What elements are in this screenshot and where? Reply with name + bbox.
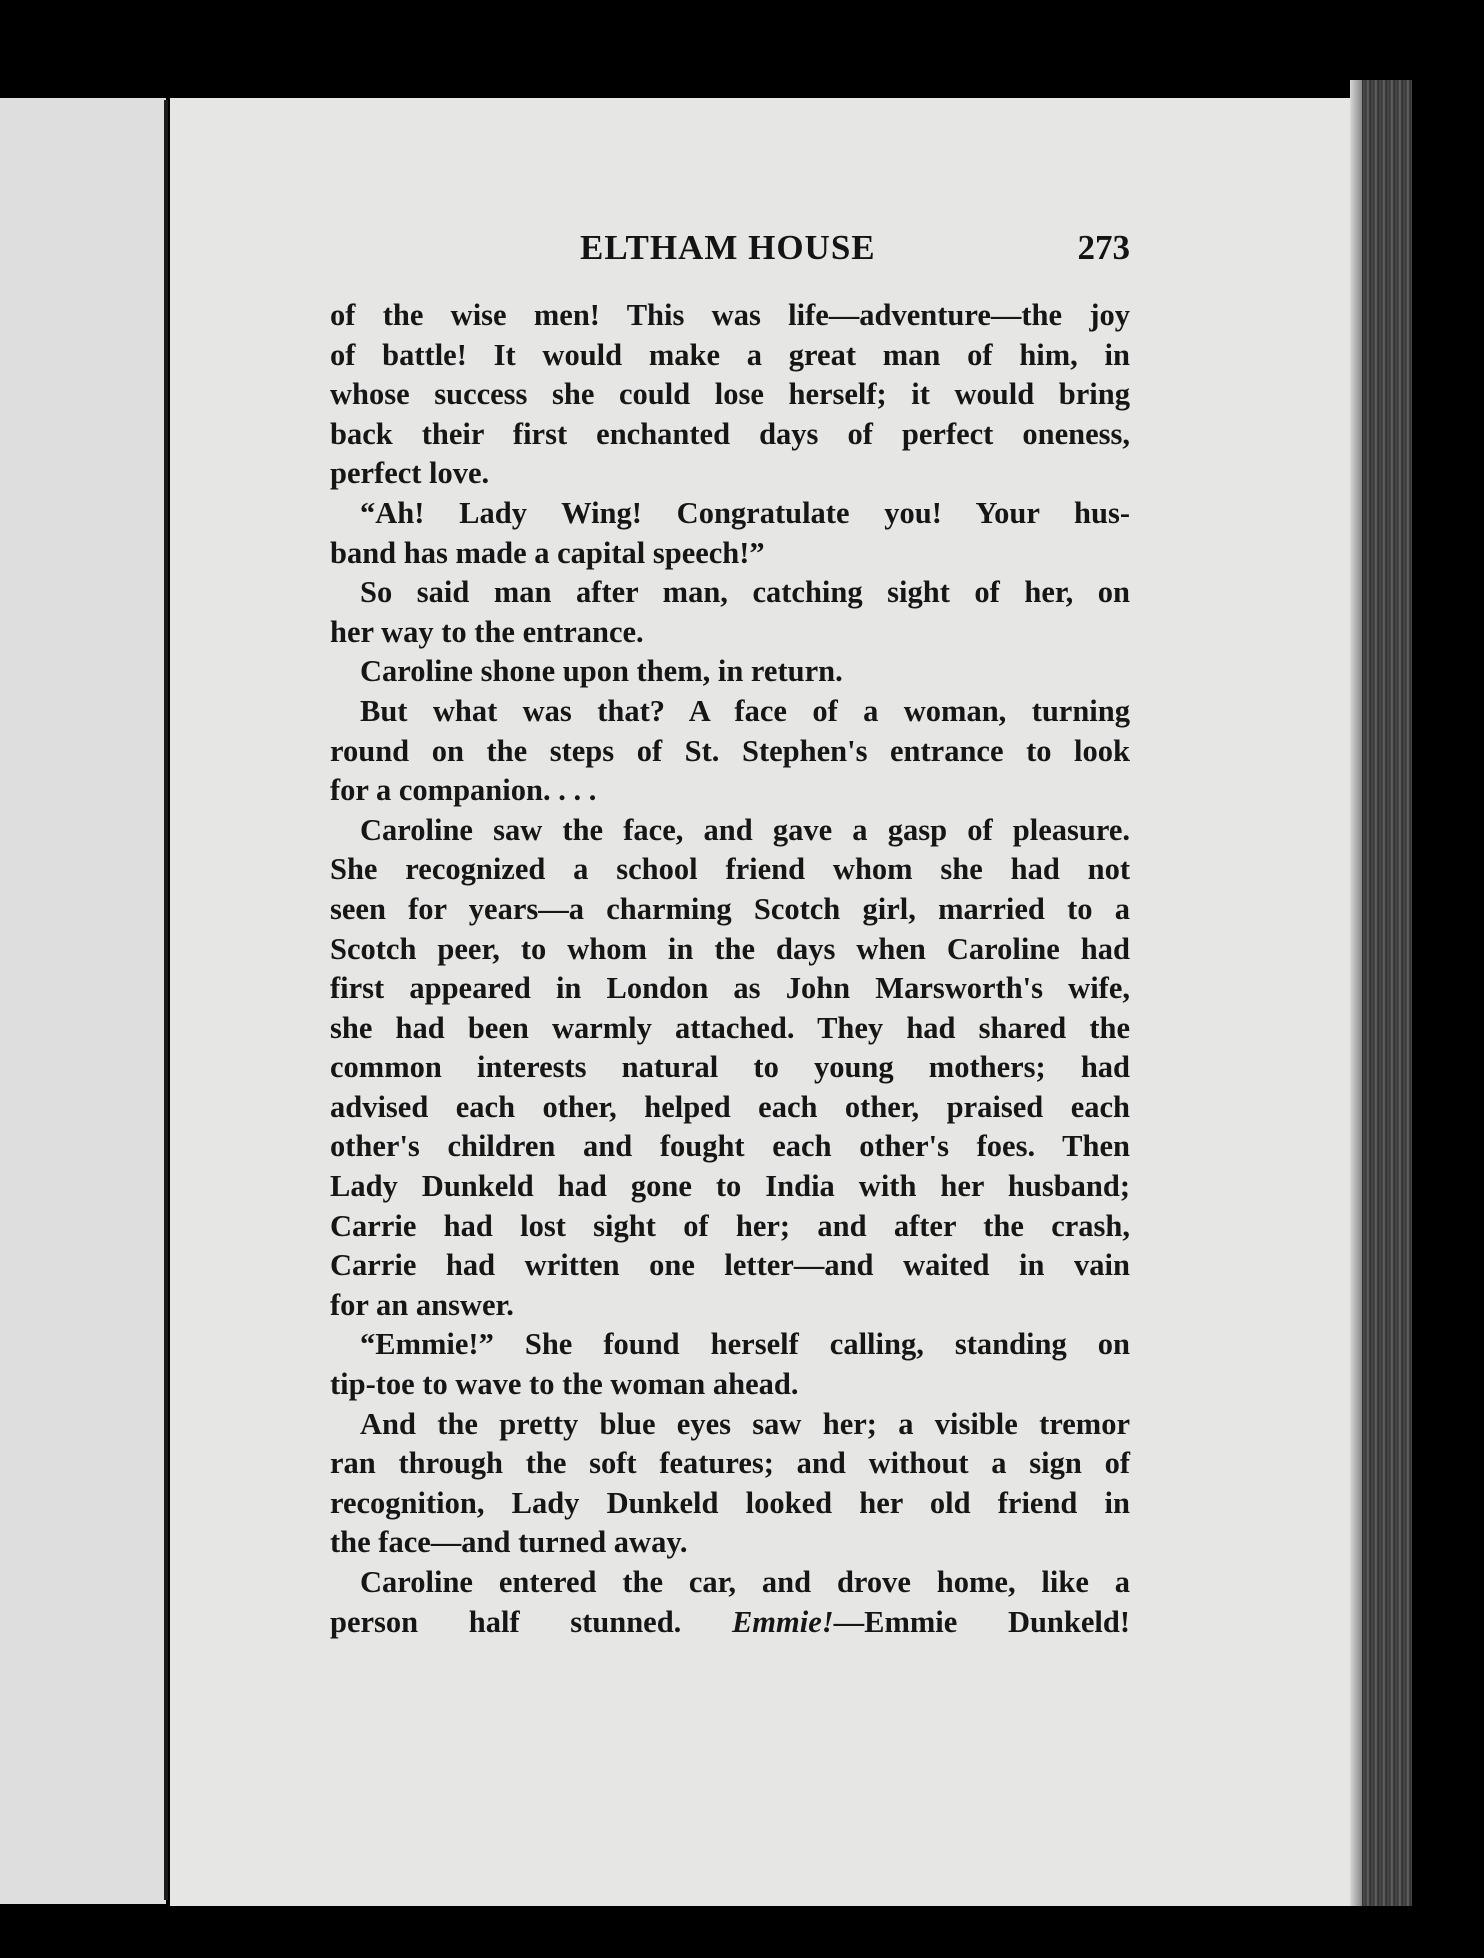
text-line: Carrie had lost sight of her; and after the crash, <box>330 1208 1130 1243</box>
text-line: she had been warmly attached. They had shared the <box>330 1010 1130 1045</box>
text-line: Lady Dunkeld had gone to India with her husband; <box>330 1169 1130 1204</box>
text-line: round on the steps of St. Stephen's entrance to look <box>330 733 1130 768</box>
running-head <box>330 228 1130 278</box>
text-line: Carrie had written one letter—and waited in vain <box>330 1248 1130 1283</box>
text-line: Caroline entered the car, and drove home, like a <box>360 1565 1130 1599</box>
text-line: Caroline saw the face, and gave a gasp of pleasure. <box>360 812 1130 847</box>
text-line: And the pretty blue eyes saw her; a visible tremor <box>360 1406 1130 1441</box>
final-line-end: —Emmie Dunkeld! <box>833 1604 1130 1639</box>
text-line: “Ah! Lady Wing! Congratulate you! Your hus- <box>360 495 1130 530</box>
text-line: advised each other, helped each other, praised each <box>330 1089 1130 1124</box>
text-line: for an answer. <box>330 1287 514 1322</box>
text-line: her way to the entrance. <box>330 614 644 649</box>
text-line: the face—and turned away. <box>330 1525 688 1560</box>
text-line: band has made a capital speech!” <box>330 535 765 570</box>
text-line: “Emmie!” She found herself calling, standing on <box>360 1327 1130 1362</box>
italic-exclamation: Emmie! <box>731 1604 834 1639</box>
text-line: But what was that? A face of a woman, turning <box>360 693 1130 728</box>
text-line: Caroline shone upon them, in return. <box>360 654 843 689</box>
text-line: of the wise men! This was life—adventure—the joy <box>330 298 1130 332</box>
text-line: for a companion. . . . <box>330 773 597 808</box>
text-line: first appeared in London as John Marsworth's wife, <box>330 971 1130 1006</box>
text-line: back their first enchanted days of perfect oneness, <box>330 416 1130 451</box>
facing-page-edge <box>0 98 166 1904</box>
text-line: perfect love. <box>330 456 490 491</box>
page-number: 273 <box>1077 228 1130 267</box>
body-text <box>330 296 1130 1642</box>
text-line: seen for years—a charming Scotch girl, married to a <box>330 891 1130 926</box>
text-line: common interests natural to young mothers; had <box>330 1050 1130 1085</box>
text-line: Scotch peer, to whom in the days when Caroline had <box>330 931 1130 966</box>
text-line: other's children and fought each other's foes. Then <box>330 1129 1130 1164</box>
final-line-start: person half stunned. <box>330 1604 732 1639</box>
book-page-edges <box>1362 80 1412 1906</box>
text-line: recognition, Lady Dunkeld looked her old friend in <box>330 1485 1130 1520</box>
running-title: ELTHAM HOUSE <box>580 228 876 267</box>
text-line: tip-toe to wave to the woman ahead. <box>330 1367 799 1402</box>
text-line: of battle! It would make a great man of him, in <box>330 337 1130 372</box>
text-line: So said man after man, catching sight of her, on <box>360 575 1130 610</box>
book-gutter <box>164 100 168 1900</box>
text-line: whose success she could lose herself; it would bring <box>330 377 1130 412</box>
text-line: ran through the soft features; and without a sign of <box>330 1446 1130 1481</box>
text-line: She recognized a school friend whom she had not <box>330 852 1130 887</box>
final-text-line <box>330 1603 1130 1643</box>
